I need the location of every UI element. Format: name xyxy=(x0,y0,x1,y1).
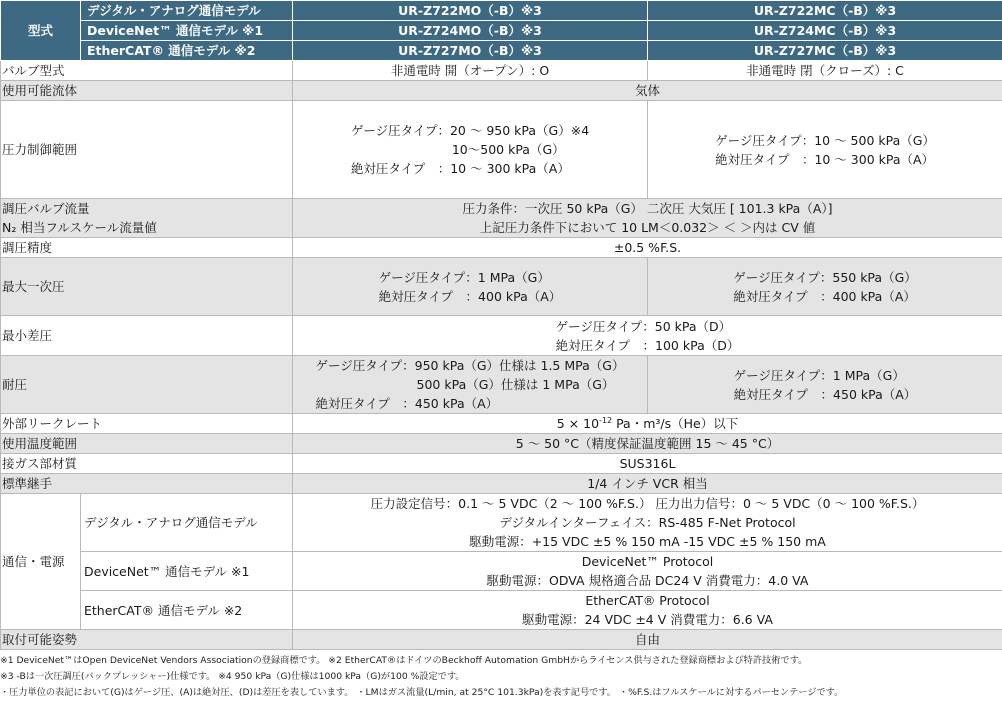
comm-devicenet-line2: 駆動電源：ODVA 規格適合品 DC24 V 消費電力：4.0 VA xyxy=(486,573,809,588)
comm-digital-line2: デジタルインターフェイス：RS-485 F-Net Protocol xyxy=(499,515,796,530)
control-range-mo-line3: 絶対圧タイプ ：10 ～ 300 kPa（A） xyxy=(350,161,570,176)
leak-value xyxy=(293,414,1002,434)
flow-value xyxy=(293,199,1002,238)
proof-mo-line1: ゲージ圧タイプ：950 kPa（G）仕様は 1.5 MPa（G） xyxy=(315,358,625,373)
fitting-value: 1/4 インチ VCR 相当 xyxy=(293,474,1002,494)
valve-type-mc: 非通電時 閉（クローズ）: C xyxy=(648,61,1002,81)
control-range-mc-line1: ゲージ圧タイプ：10 ～ 500 kPa（G） xyxy=(715,132,935,148)
footnote-1: ※1 DeviceNet™はOpen DeviceNet Vendors Associationの登録商標です。 ※2 EtherCAT®はドイツのBeckhoff Automation GmbHからライセンス供与された登録商標および特許技術です。 xyxy=(0,655,808,666)
leak-pre: 5 × 10 xyxy=(556,416,600,431)
footnote-2: ※3 -Bは一次圧調圧(バックプレッシャー)仕様です。 ※4 950 kPa（G)仕様は1000 kPa（G)が100 %設定です。 xyxy=(0,671,465,682)
max-primary-mc-line1: ゲージ圧タイプ：550 kPa（G） xyxy=(733,269,917,285)
header-mc-724: UR-Z724MC（-B）※3 xyxy=(648,21,1002,41)
control-range-mc xyxy=(648,101,1002,199)
min-diff-line1: ゲージ圧タイプ：50 kPa（D） xyxy=(555,318,732,334)
temp-value: 5 ～ 50 °C（精度保証温度範囲 15 ～ 45 °C） xyxy=(293,434,1002,454)
control-range-mo-line1: ゲージ圧タイプ：20 ～ 950 kPa（G）※4 xyxy=(350,123,590,138)
footnote-3: ・圧力単位の表記において(G)はゲージ圧、(A)は絶対圧、(D)は差圧を表しています。 ・LMはガス流量(L/min, at 25°C 101.3kPa)を表す記号です。 ・%F.S.はフルスケールに対するパーセンテージです。 xyxy=(0,687,844,698)
accuracy-label: 調圧精度 xyxy=(1,238,293,258)
comm-ethercat-value xyxy=(293,591,1002,630)
fluid-value: 気体 xyxy=(293,81,1002,101)
fluid-label: 使用可能流体 xyxy=(1,81,293,101)
header-mo-727: UR-Z727MO（-B）※3 xyxy=(293,41,648,61)
leak-post: Pa・m³/s（He）以下 xyxy=(612,416,739,431)
proof-mc xyxy=(648,356,1002,414)
control-range-mo xyxy=(293,101,648,199)
comm-devicenet-line1: DeviceNet™ Protocol xyxy=(581,554,714,569)
max-primary-mo-line2: 絶対圧タイプ ：400 kPa（A） xyxy=(378,288,562,304)
header-model-devicenet: DeviceNet™ 通信モデル ※1 xyxy=(81,21,293,41)
proof-mo-line2: 500 kPa（G）仕様は 1 MPa（G） xyxy=(416,377,615,392)
valve-type-label: バルブ型式 xyxy=(1,61,293,81)
comm-label: 通信・電源 xyxy=(1,494,81,630)
valve-type-mo: 非通電時 開（オープン）: O xyxy=(293,61,648,81)
proof-mo xyxy=(293,356,648,414)
comm-digital-value xyxy=(293,494,1002,552)
header-model-digital: デジタル・アナログ通信モデル xyxy=(81,1,293,21)
comm-devicenet-value xyxy=(293,552,1002,591)
header-mo-724: UR-Z724MO（-B）※3 xyxy=(293,21,648,41)
fitting-label: 標準継手 xyxy=(1,474,293,494)
comm-model-ethercat: EtherCAT® 通信モデル ※2 xyxy=(81,591,293,630)
min-diff-value xyxy=(293,316,1002,356)
accuracy-value: ±0.5 %F.S. xyxy=(293,238,1002,258)
flow-label-line2: N₂ 相当フルスケール流量値 xyxy=(2,220,157,235)
min-diff-label: 最小差圧 xyxy=(1,316,293,356)
flow-label xyxy=(1,199,293,238)
comm-model-devicenet: DeviceNet™ 通信モデル ※1 xyxy=(81,552,293,591)
header-mc-722: UR-Z722MC（-B）※3 xyxy=(648,1,1002,21)
min-diff-line2: 絶対圧タイプ ：100 kPa（D） xyxy=(555,337,740,353)
max-primary-label: 最大一次圧 xyxy=(1,258,293,316)
header-mc-727: UR-Z727MC（-B）※3 xyxy=(648,41,1002,61)
orientation-label: 取付可能姿勢 xyxy=(1,630,293,650)
material-label: 接ガス部材質 xyxy=(1,454,293,474)
comm-ethercat-line2: 駆動電源：24 VDC ±4 V 消費電力：6.6 VA xyxy=(522,612,773,627)
max-primary-mo xyxy=(293,258,648,316)
proof-mo-line3: 絶対圧タイプ ：450 kPa（A） xyxy=(315,396,499,411)
orientation-value: 自由 xyxy=(293,630,1002,650)
leak-exponent: -12 xyxy=(599,415,613,425)
type-label: 型式 xyxy=(1,1,81,61)
control-range-label: 圧力制御範囲 xyxy=(1,101,293,199)
comm-digital-line1: 圧力設定信号：0.1 ～ 5 VDC（2 ～ 100 %F.S.） 圧力出力信号：0 ～ 5 VDC（0 ～ 100 %F.S.） xyxy=(370,496,925,511)
max-primary-mo-line1: ゲージ圧タイプ：1 MPa（G） xyxy=(378,269,550,285)
max-primary-mc xyxy=(648,258,1002,316)
comm-digital-line3: 駆動電源：+15 VDC ±5 % 150 mA -15 VDC ±5 % 150 mA xyxy=(469,534,826,549)
control-range-mc-line2: 絶対圧タイプ ：10 ～ 300 kPa（A） xyxy=(715,151,935,167)
max-primary-mc-line2: 絶対圧タイプ ：400 kPa（A） xyxy=(733,288,916,304)
comm-model-digital: デジタル・アナログ通信モデル xyxy=(81,494,293,552)
control-range-mo-line2: 10～500 kPa（G） xyxy=(451,142,565,157)
proof-mc-line2: 絶対圧タイプ ：450 kPa（A） xyxy=(733,386,917,402)
proof-label: 耐圧 xyxy=(1,356,293,414)
flow-label-line1: 調圧バルブ流量 xyxy=(2,201,90,216)
header-mo-722: UR-Z722MO（-B）※3 xyxy=(293,1,648,21)
flow-value-line1: 圧力条件：一次圧 50 kPa（G） 二次圧 大気圧 [ 101.3 kPa（A）] xyxy=(462,201,833,216)
temp-label: 使用温度範囲 xyxy=(1,434,293,454)
comm-ethercat-line1: EtherCAT® Protocol xyxy=(585,593,710,608)
leak-label: 外部リークレート xyxy=(1,414,293,434)
header-model-ethercat: EtherCAT® 通信モデル ※2 xyxy=(81,41,293,61)
flow-value-line2: 上記圧力条件下において 10 LM＜0.032＞ ＜ ＞内は CV 値 xyxy=(479,220,816,235)
proof-mc-line1: ゲージ圧タイプ：1 MPa（G） xyxy=(733,367,905,383)
material-value: SUS316L xyxy=(293,454,1002,474)
